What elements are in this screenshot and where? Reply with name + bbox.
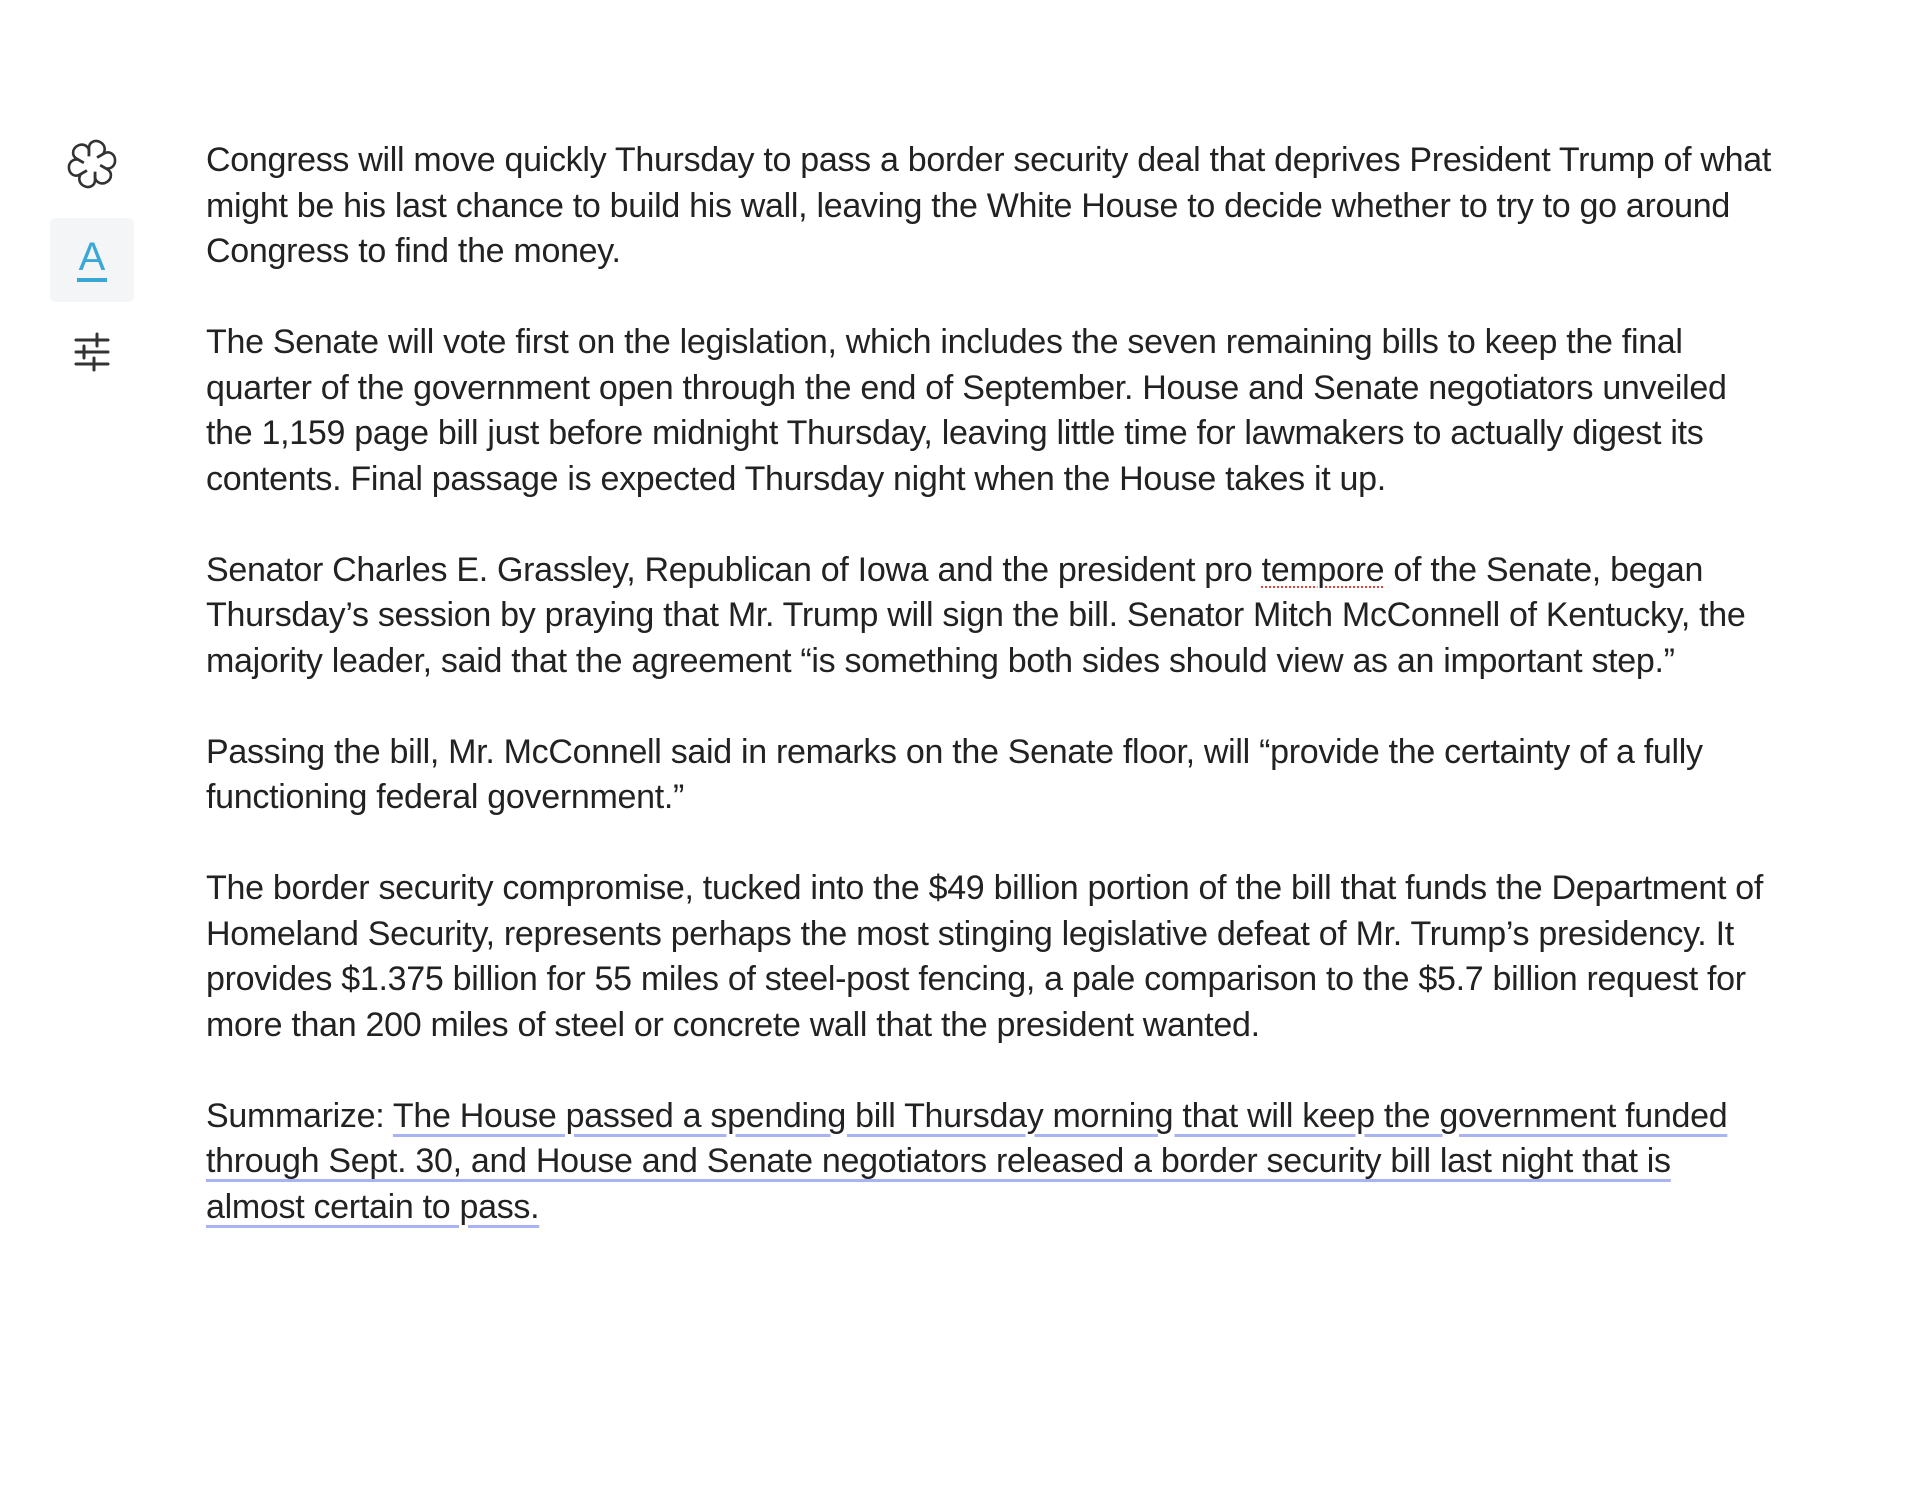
text-mode-button[interactable]: [50, 218, 134, 302]
sliders-icon: [70, 330, 114, 374]
paragraph: The Senate will vote first on the legislation, which includes the seven remaining bills to keep the final quarter of the government open through the end of September. House and Senate negotiators unveiled the 1,159 page bill just before midnight Thursday, leaving little time for lawmakers to actually digest its contents. Final passage is expected Thursday night when the House takes it up.: [206, 323, 1727, 498]
text-run: of the Senate, began Thursday’s session by praying that Mr. Trump will sign the bill. Senator Mitch McConnell of Kentucky, the majority leader, said that the agreement “is something both sides should view as an important step.”: [206, 550, 1746, 680]
openai-logo-icon: [64, 136, 120, 192]
paragraph: [206, 548, 1776, 685]
text-run: Senator Charles E. Grassley, Republican of Iowa and the president pro: [206, 550, 1262, 589]
paragraph: Passing the bill, Mr. McConnell said in remarks on the Senate floor, will “provide the certainty of a fully functioning federal government.”: [206, 732, 1703, 816]
settings-button[interactable]: [50, 310, 134, 394]
prompt-label: Summarize:: [206, 1096, 393, 1135]
spellcheck-word[interactable]: tempore: [1261, 550, 1385, 589]
font-a-icon: A: [77, 238, 108, 282]
document-editor[interactable]: [206, 138, 1776, 1276]
sidebar: [50, 132, 134, 402]
summarize-prompt: [206, 1094, 1776, 1231]
paragraph: The border security compromise, tucked into the $49 billion portion of the bill that funds the Department of Homeland Security, represents perhaps the most stinging legislative defeat of Mr. Trump’s presidency. It provides $1.375 billion for 55 miles of steel-post fencing, a pale comparison to the $5.7 billion request for more than 200 miles of steel or concrete wall that the president wanted.: [206, 869, 1764, 1044]
openai-logo-button[interactable]: [50, 132, 134, 196]
paragraph: Congress will move quickly Thursday to pass a border security deal that deprives President Trump of what might be his last chance to build his wall, leaving the White House to decide whether to try to go around Congress to find the money.: [206, 141, 1772, 270]
ai-completion[interactable]: The House passed a spending bill Thursday morning that will keep the government funded through Sept. 30, and House and Senate negotiators released a border security bill last night that is almost certain to pass.: [206, 1096, 1728, 1226]
